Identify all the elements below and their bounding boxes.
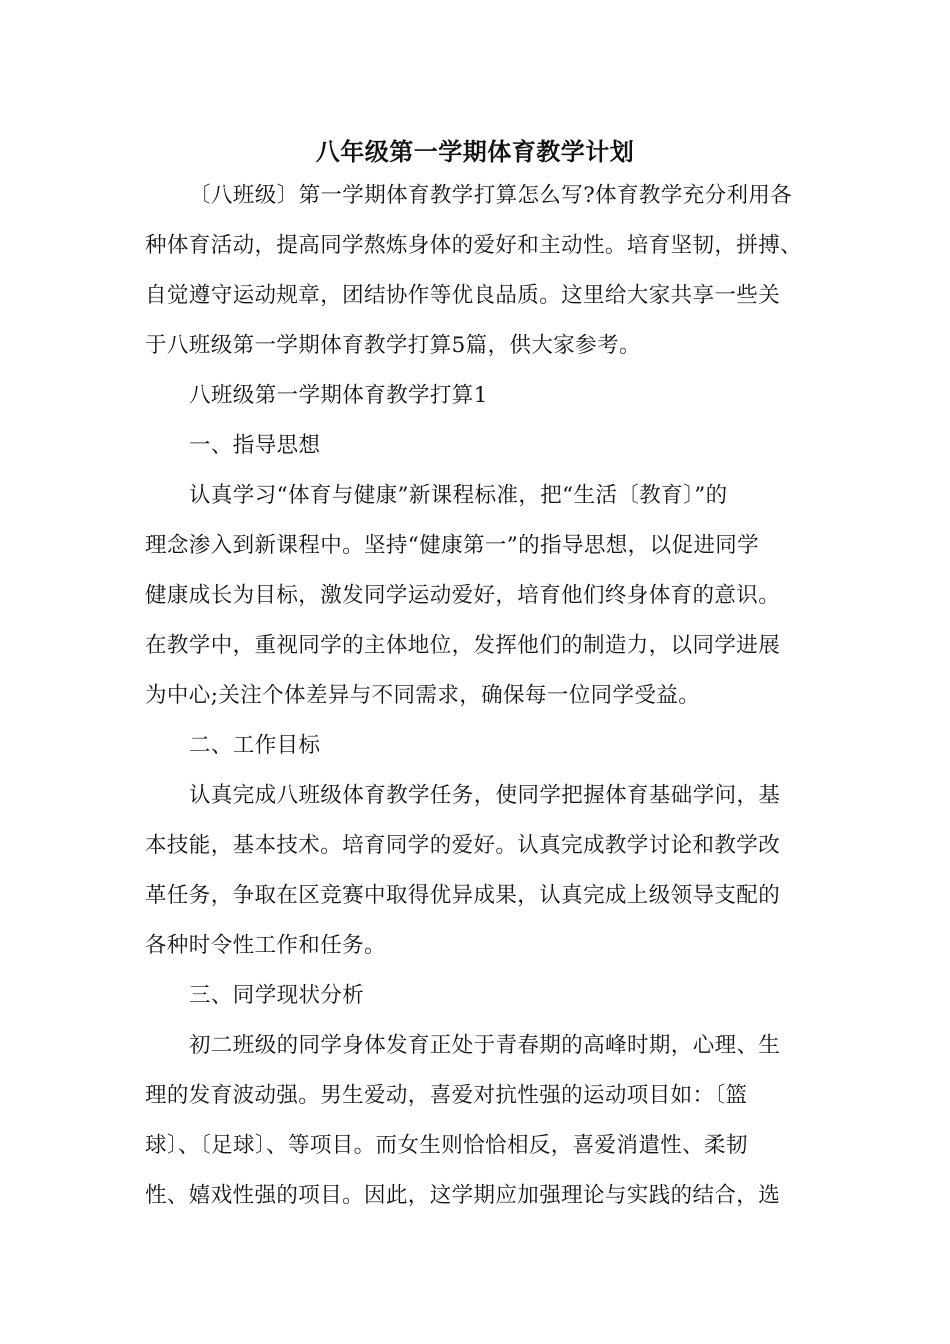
paragraph-line: 球〕、〔足球〕、等项目。而女生则恰恰相反，喜爱消遣性、柔韧 — [145, 1133, 748, 1158]
paragraph-line: 革任务，争取在区竞赛中取得优异成果，认真完成上级领导支配的 — [145, 883, 781, 908]
paragraph-line: 各种时令性工作和任务。 — [145, 933, 386, 958]
section-heading: 一、指导思想 — [189, 433, 321, 458]
paragraph-line: 本技能，基本技术。培育同学的爱好。认真完成教学讨论和教学改 — [145, 833, 781, 858]
paragraph-line: 认真学习“体育与健康”新课程标准，把“生活〔教育〕”的 — [189, 483, 728, 508]
document-title: 八年级第一学期体育教学计划 — [315, 137, 635, 166]
paragraph-line: 种体育活动，提高同学熬炼身体的爱好和主动性。培育坚韧，拼搏、 — [145, 233, 803, 258]
paragraph-line: 认真完成八班级体育教学任务，使同学把握体育基础学问，基 — [189, 783, 781, 808]
paragraph-line: 理的发育波动强。男生爱动，喜爱对抗性强的运动项目如：〔篮 — [145, 1083, 748, 1108]
paragraph-line: 〔八班级〕第一学期体育教学打算怎么写?体育教学充分利用各 — [189, 183, 793, 208]
section-heading: 八班级第一学期体育教学打算1 — [189, 383, 488, 408]
section-heading: 二、工作目标 — [189, 733, 321, 758]
paragraph-line: 健康成长为目标，激发同学运动爱好，培育他们终身体育的意识。 — [145, 583, 781, 608]
paragraph-line: 性、嬉戏性强的项目。因此，这学期应加强理论与实践的结合，选 — [145, 1183, 781, 1208]
paragraph-line: 为中心;关注个体差异与不同需求，确保每一位同学受益。 — [145, 683, 701, 708]
section-heading: 三、同学现状分析 — [189, 983, 365, 1008]
paragraph-line: 理念渗入到新课程中。坚持“健康第一”的指导思想，以促进同学 — [145, 533, 760, 558]
paragraph-line: 自觉遵守运动规章，团结协作等优良品质。这里给大家共享一些关 — [145, 283, 781, 308]
paragraph-line: 于八班级第一学期体育教学打算5篇，供大家参考。 — [145, 333, 641, 358]
paragraph-line: 在教学中，重视同学的主体地位，发挥他们的制造力，以同学进展 — [145, 633, 781, 658]
paragraph-line: 初二班级的同学身体发育正处于青春期的高峰时期，心理、生 — [189, 1033, 781, 1058]
